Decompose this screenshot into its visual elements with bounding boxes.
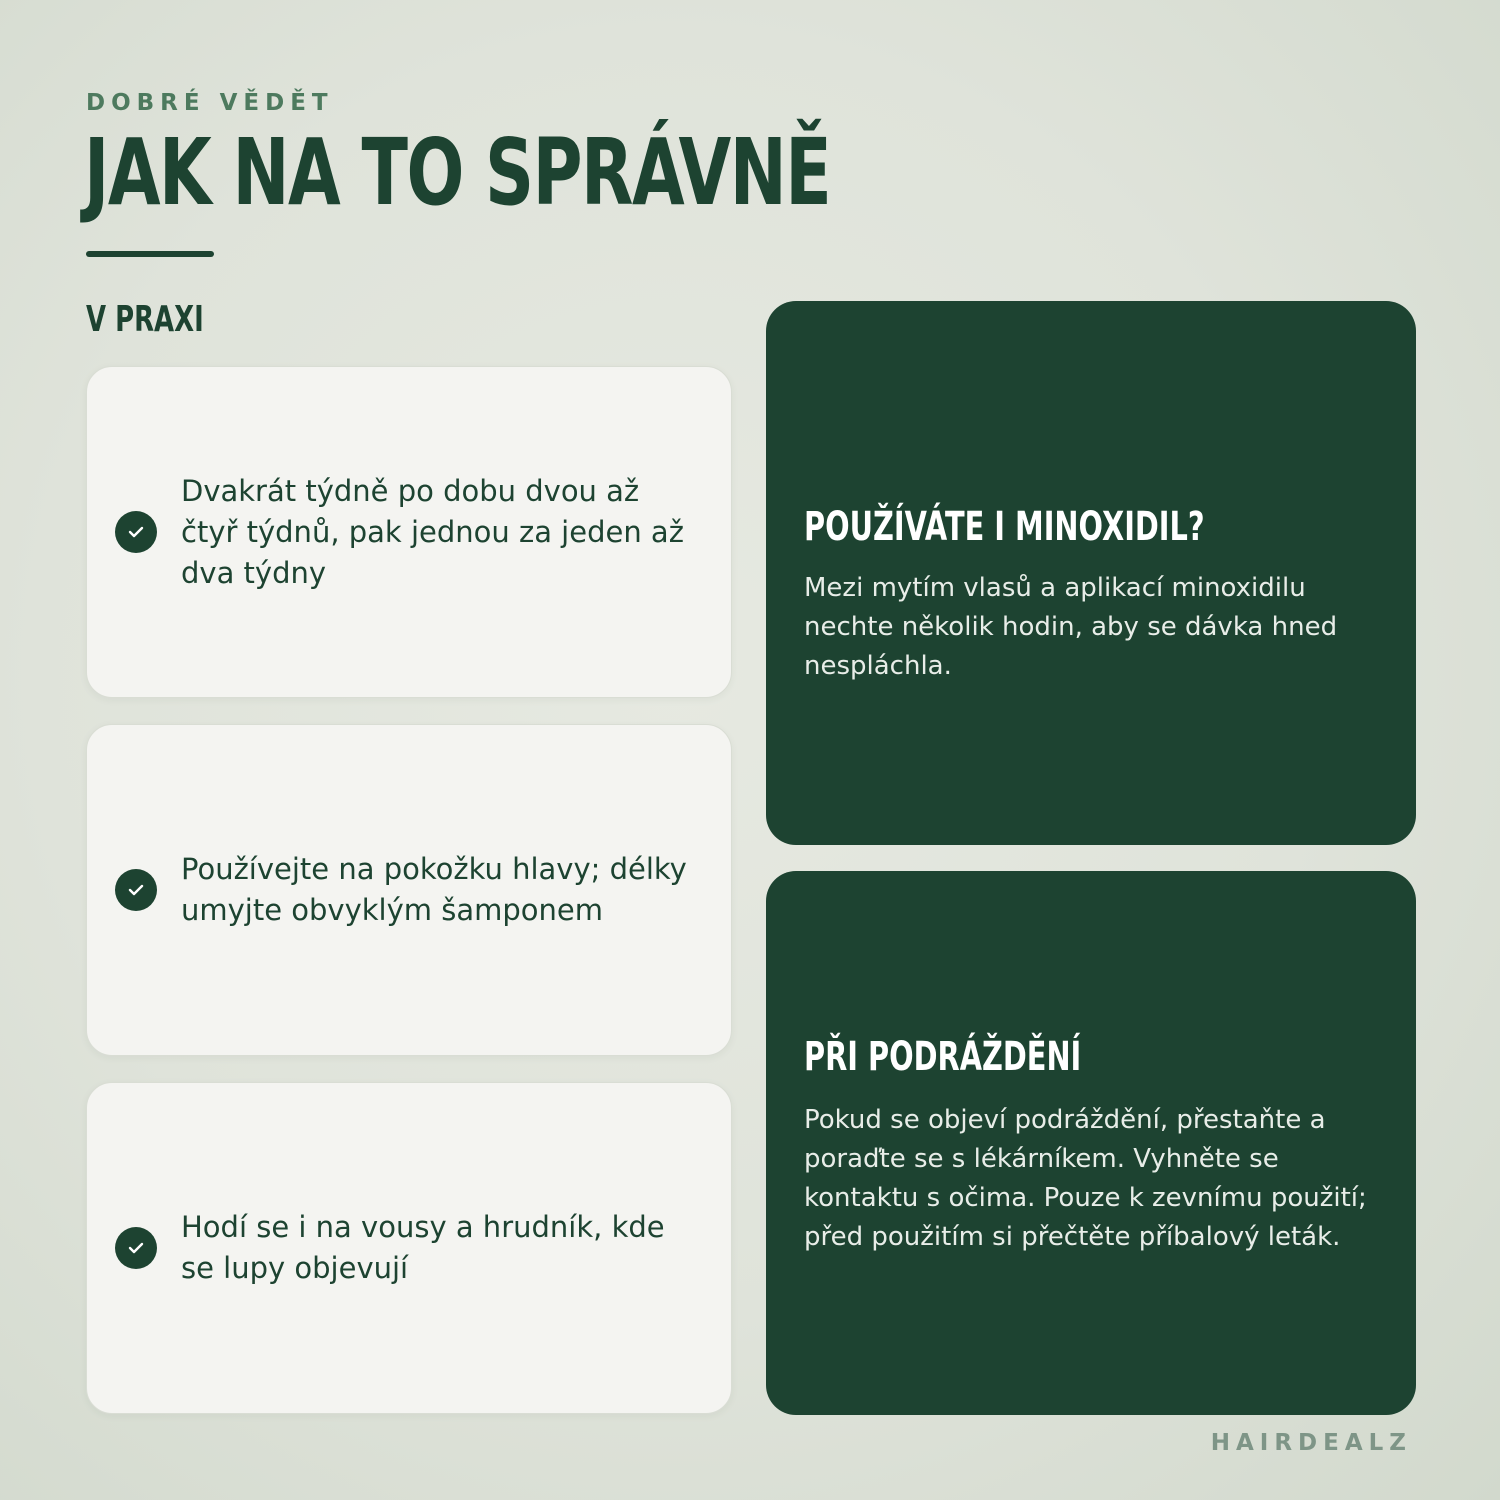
tip-text: Dvakrát týdně po dobu dvou až čtyř týdnů, pak jednou za jeden až dva týdny: [181, 473, 684, 590]
tip-card: [86, 366, 732, 698]
tip-text: Hodí se i na vousy a hrudník, kde se lupy objevují: [181, 1210, 665, 1285]
info-panel-irritation: [766, 871, 1416, 1415]
panel-title: POUŽÍVÁTE I MINOXIDIL?: [804, 504, 1205, 550]
panel-body: Mezi mytím vlasů a aplikací minoxidilu nechte několik hodin, aby se dávka hned nespláchla.: [804, 573, 1338, 681]
check-icon: [115, 869, 157, 911]
check-icon: [115, 511, 157, 553]
eyebrow-label: DOBRÉ VĚDĚT: [86, 90, 334, 116]
tip-card: [86, 724, 732, 1056]
section-label: V PRAXI: [86, 299, 204, 340]
title-divider: [86, 251, 214, 257]
check-icon: [115, 1227, 157, 1269]
tip-card: [86, 1082, 732, 1414]
info-panel-minoxidil: [766, 301, 1416, 845]
tip-text: Používejte na pokožku hlavy; délky umyjte obvyklým šamponem: [181, 852, 687, 927]
brand-logo: HAIRDEALZ: [1210, 1430, 1412, 1456]
panel-title: PŘI PODRÁŽDĚNÍ: [804, 1034, 1082, 1080]
page-title: JAK NA TO SPRÁVNĚ: [84, 119, 831, 226]
panel-body: Pokud se objeví podráždění, přestaňte a poraďte se s lékárníkem. Vyhněte se kontaktu s očima. Pouze k zevnímu použití; před použitím si přečtěte příbalový leták.: [804, 1105, 1367, 1252]
